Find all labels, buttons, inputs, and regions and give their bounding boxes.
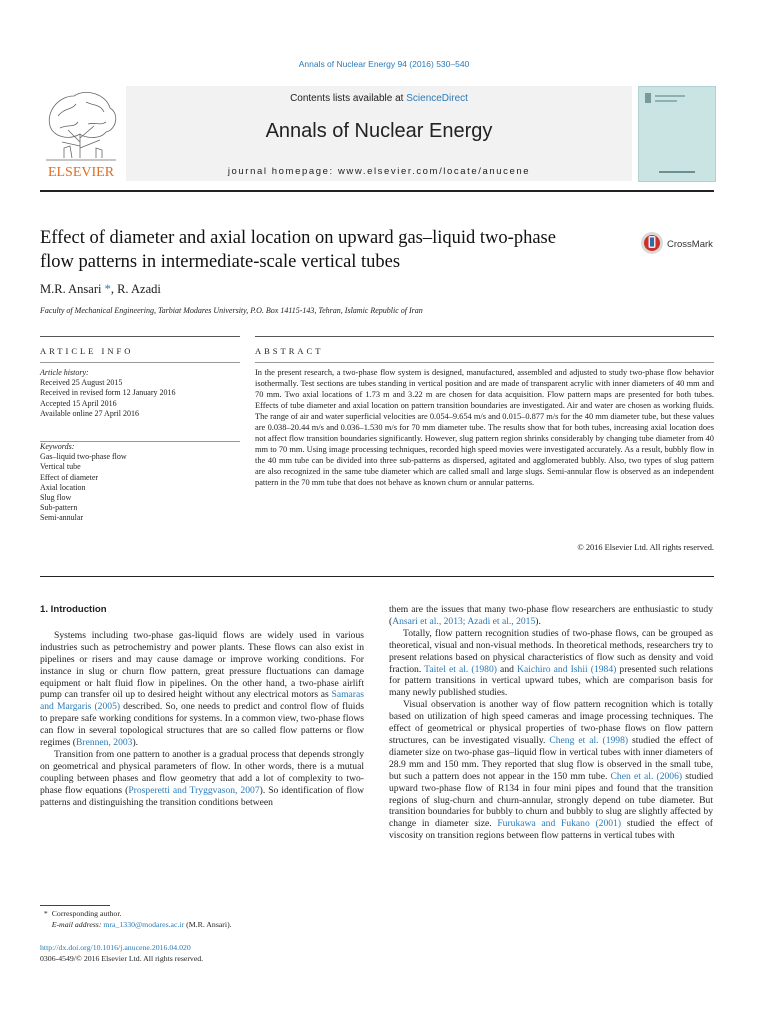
abstract-rule [255,362,714,363]
abstract-text: In the present research, a two-phase flow system is designed, manufactured, assembled and adjusted to study two-phase flow behavior isothermally. Test sections are tubes standing in vertical position and are made of transparent acrylic with inner diameters of 40 mm and 70 mm. Two axial locations of 1.73 m and 3.22 m are chosen for data acquisition. Flow pattern maps are presented for both tubes. Effects of tube diameter and axial location on pattern transition boundaries are investigated. Air and water are chosen as working fluids. The range of air and water superficial velocities are 0.054–9.654 m/s and 0.015–0.877 m/s for the 40 mm diameter tube, but these values are 0.038–20.44 m/s and 0.036–1.530 m/s for 70 mm diameter tube. The results show that for both tubes, increasing axial location does not affect flow transition boundaries significantly. However, slug pattern region shrinks considerably by changing tube diameter from 40 mm to 70 mm. Using image processing techniques, recorded high speed movies were investigated accurately. As a result, bubbly flow in the 40 mm tube can be divided into three sub-patterns as dispersed, agitated and agglomerated bubbly. Also, two types of slug pattern are also recognized in the same tube diameter which are called small and large slugs. Semi-annular flow is observed as an independent pattern in the 70 mm tube that does not behave as known churn or annular patterns. [255,368,714,487]
abstract-top-rule [255,336,714,337]
keyword: Axial location [40,482,86,492]
homepage-prefix: journal homepage: [227,166,338,177]
citation-link[interactable]: Chen et al. (2006) [610,770,683,782]
paragraph: Transition from one pattern to another is a gradual process that depends strongly on geometrical and physical parameters of flow. In other words, there is a mutual coupling between phases and flow geometry that add a lot of complexity to two-phase flow equations (Prosperetti and Tryggvason, 2007). So identification of flow patterns and distinguishing the transition conditions between [40,748,365,808]
paragraph: Systems including two-phase gas-liquid flows are widely used in various industries such as petrochemistry and power plants. These flows can also exist in pipelines or risers and may cause damage or improve working conditions. For instance in slug or churn flow pattern, great pressure fluctuations can damage equipment or halt fluid flow in pipelines. On the other hand, a two-phase airlift pump can transfer oil up to desired height without any electrical motors as Samaras and Margaris (2005) described. So, one needs to predict and control flow of fluids to prepare safe working conditions for systems. In a common view, two-phase flows can flow in several topological structures that are so called flow patterns or flow regimes (Brennen, 2003). [40,629,365,749]
journal-citation[interactable]: Annals of Nuclear Energy 94 (2016) 530–540 [298,59,470,69]
doi-link[interactable]: http://dx.doi.org/10.1016/j.anucene.2016.04.020 [40,943,191,952]
journal-title: Annals of Nuclear Energy [265,120,493,142]
journal-header [126,86,632,181]
header-divider [40,190,714,192]
history-label: Article history: [40,368,89,377]
citation-link[interactable]: Samaras and Margaris (2005) [40,689,364,713]
elsevier-wordmark: ELSEVIER [47,165,115,180]
body-column-left [40,604,364,809]
citation-link[interactable]: Cheng et al. (1998) [549,734,629,746]
elsevier-logo [40,86,122,180]
section-heading-introduction: 1. Introduction [40,604,107,615]
crossmark-label: CrossMark [667,239,713,250]
keyword: Gas–liquid two-phase flow [40,452,127,462]
footnote [40,908,364,930]
paragraph: Visual observation is another way of flow pattern recognition which is totally based on utilization of high speed cameras and image processing techniques. The effect of geometrical or physical properties of two-phase flows on flow pattern structures, can be investigated visually. Cheng et al. (1998) studied the effect of diameter size on two-phase gas–liquid flow in vertical tubes with inner diameters of 28.9 mm and 150 mm. They reported that slug flow is observed in the small tube, but such a pattern does not appear in the 150 mm tube. Chen et al. (2006) studied upward two-phase flow of R134 in four mini pipes and found that the transition regions of slug-churn and churn-annular, strongly depend on tube diameter. But transition boundaries for bubbly to churn and bubbly to slug are slightly affected by change in diameter size. Furukawa and Fukano (2001) studied the effect of viscosity on transition regions between flow patterns in vertical tubes with [389,699,713,842]
article-info-top-rule [40,336,240,337]
paragraph: Totally, flow pattern recognition studies of two-phase flows, can be grouped as theoretical, visual and non-visual methods. In theoretical methods, researchers try to present relations based on physical characteristics of flow such as density and void fraction. Taitel et al. (1980) and Kaichiro and Ishii (1984) presented such relations for pattern transitions in vertical upward tubes, which are comparison basis for many newly published studies. [389,627,713,699]
keyword: Effect of diameter [40,472,99,482]
keyword: Semi-annular [40,513,84,523]
abstract-copyright: © 2016 Elsevier Ltd. All rights reserved. [577,543,714,552]
corresponding-author-mark[interactable]: * [104,282,111,296]
keyword: Slug flow [40,493,72,503]
paper-title [40,226,620,274]
keyword: Sub-pattern [40,503,78,513]
authors [40,282,161,297]
author-ansari: M.R. Ansari [40,282,102,296]
citation-link[interactable]: Brennen, 2003 [75,737,133,749]
history-received: Received 25 August 2015 [40,378,123,388]
author-azadi: , R. Azadi [110,282,161,296]
footnote-rule [40,905,110,906]
keywords [40,441,240,524]
journal-cover-image [638,86,716,182]
page-bottom-info [40,942,364,964]
title-line-1: Effect of diameter and axial location on upward gas–liquid two-phase [40,228,556,248]
affiliation: Faculty of Mechanical Engineering, Tarbiat Modares University, P.O. Box 14115-143, Tehran, Islamic Republic of Iran [40,306,423,315]
article-info-heading: ARTICLE INFO [40,346,134,356]
homepage-url[interactable]: www.elsevier.com/locate/anucene [337,166,531,177]
keyword: Vertical tube [40,462,81,472]
crossmark-icon [640,231,714,255]
contents-prefix: Contents lists available at [290,93,407,104]
history-accepted: Accepted 15 April 2016 [40,398,117,408]
paragraph: them are the issues that many two-phase flow researchers are enthusiastic to study (Ansari et al., 2013; Azadi et al., 2015). [389,604,713,627]
abstract-bottom-rule [40,576,714,577]
journal-homepage [126,166,632,177]
body-column-right [389,604,713,842]
keywords-label: Keywords: [40,442,75,451]
citation-link[interactable]: Taitel et al. (1980) [424,663,497,675]
abstract-heading: ABSTRACT [255,346,324,356]
citation-link[interactable]: Kaichiro and Ishii (1984) [517,663,617,675]
citation-link[interactable]: Furukawa and Fukano (2001) [497,818,622,830]
contents-line [126,93,632,104]
sciencedirect-link[interactable]: ScienceDirect [406,93,468,104]
elsevier-tree-icon [40,86,122,180]
title-line-2: flow patterns in intermediate-scale vertical tubes [40,252,401,272]
history-online: Available online 27 April 2016 [40,408,139,418]
issn-line: 0306-4549/© 2016 Elsevier Ltd. All rights reserved. [40,954,204,963]
article-info-rule [40,362,240,363]
email-note: E-mail address: mra_1330@modares.ac.ir (M.R. Ansari). [51,920,232,929]
crossmark-badge[interactable] [640,231,714,255]
citation-link[interactable]: Ansari et al., 2013; Azadi et al., 2015 [392,615,536,627]
article-history [40,368,240,419]
citation-link[interactable]: Prosperetti and Tryggvason, 2007 [128,784,260,796]
email-link[interactable]: mra_1330@modares.ac.ir [103,920,185,929]
corresponding-author-note: * Corresponding author. [43,909,122,918]
history-revised: Received in revised form 12 January 2016 [40,388,176,398]
